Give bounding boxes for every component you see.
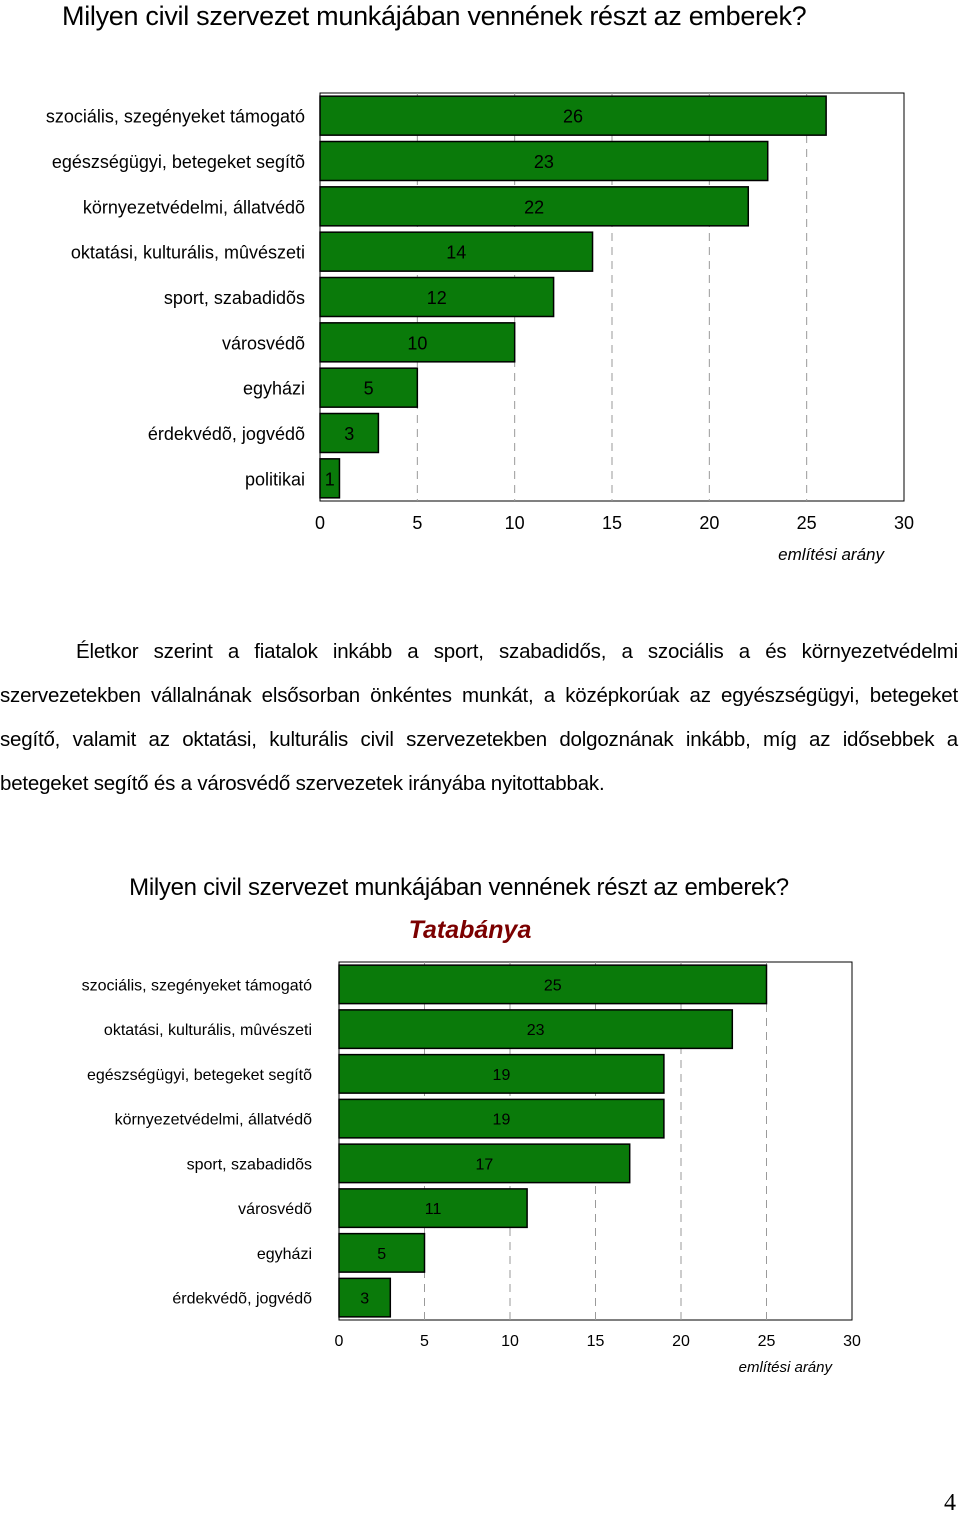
data-label: 11 (424, 1201, 442, 1219)
category-label: sport, szabadidõs (163, 288, 305, 308)
tick-label: 25 (757, 1333, 776, 1350)
chart-2-title: Milyen civil szervezet munkájában vennének részt az emberek? (129, 874, 789, 901)
data-label: 5 (377, 1245, 387, 1263)
chart-2-subtitle: Tatabánya (408, 916, 532, 944)
category-label: politikai (244, 469, 305, 490)
axis-title: említési arány (738, 1359, 832, 1376)
page-number: 4 (944, 1490, 956, 1516)
chart-1 (0, 80, 960, 580)
chart-2 (0, 950, 960, 1390)
data-label: 10 (407, 333, 428, 354)
axis-title: említési arány (778, 545, 884, 564)
tick-label: 10 (504, 513, 525, 533)
category-label: egyházi (256, 1245, 312, 1263)
category-label: városvédõ (238, 1201, 312, 1219)
tick-label: 20 (672, 1333, 690, 1350)
tick-label: 20 (699, 513, 720, 533)
page-heading: Milyen civil szervezet munkájában vennének részt az emberek? (62, 1, 807, 31)
data-label: 14 (446, 242, 467, 263)
tick-label: 0 (314, 513, 326, 533)
tick-label: 10 (501, 1333, 519, 1350)
category-label: városvédõ (221, 333, 305, 354)
tick-label: 5 (412, 513, 423, 533)
data-label: 3 (344, 424, 355, 444)
category-label: sport, szabadidõs (186, 1156, 312, 1174)
category-label: oktatási, kulturális, mûvészeti (70, 242, 305, 263)
tick-label: 5 (420, 1333, 429, 1350)
body-paragraph: Életkor szerint a fiatalok inkább a sport, szabadidős, a szociális a és környezetvédelmi szervezetekben vállalnának elsősorban önkéntes munkát, a középkorúak az egyészségügyi, betegeket segítő, valamit az oktatási, kulturális civil szervezetekben dolgoznának inkább, míg az idősebbek a betegeket segítő és a városvédő szervezetek irányába nyitottabbak. (0, 640, 958, 795)
tick-label: 15 (586, 1333, 605, 1350)
data-label: 22 (524, 197, 545, 218)
category-label: egyházi (242, 378, 305, 399)
category-label: egészségügyi, betegeket segítõ (86, 1066, 312, 1084)
tick-label: 0 (334, 1333, 344, 1350)
data-label: 19 (492, 1066, 511, 1084)
data-label: 5 (363, 378, 374, 399)
tick-label: 25 (796, 513, 817, 533)
category-label: környezetvédelmi, állatvédõ (82, 197, 305, 218)
tick-label: 30 (843, 1333, 861, 1350)
data-label: 26 (563, 106, 584, 127)
tick-label: 30 (893, 513, 915, 533)
category-label: érdekvédõ, jogvédõ (172, 1290, 312, 1308)
category-label: egészségügyi, betegeket segítõ (51, 152, 305, 172)
data-label: 1 (324, 469, 335, 490)
data-label: 17 (475, 1156, 494, 1174)
data-label: 3 (360, 1290, 370, 1308)
category-label: szociális, szegényeket támogató (81, 977, 312, 995)
data-label: 25 (543, 977, 562, 995)
data-label: 23 (533, 152, 554, 172)
data-label: 23 (526, 1022, 545, 1040)
category-label: szociális, szegényeket támogató (45, 106, 305, 127)
category-label: érdekvédõ, jogvédõ (147, 424, 305, 444)
tick-label: 15 (601, 513, 623, 533)
data-label: 12 (426, 288, 447, 308)
category-label: környezetvédelmi, állatvédõ (114, 1111, 312, 1129)
data-label: 19 (492, 1111, 511, 1129)
category-label: oktatási, kulturális, mûvészeti (103, 1022, 312, 1040)
